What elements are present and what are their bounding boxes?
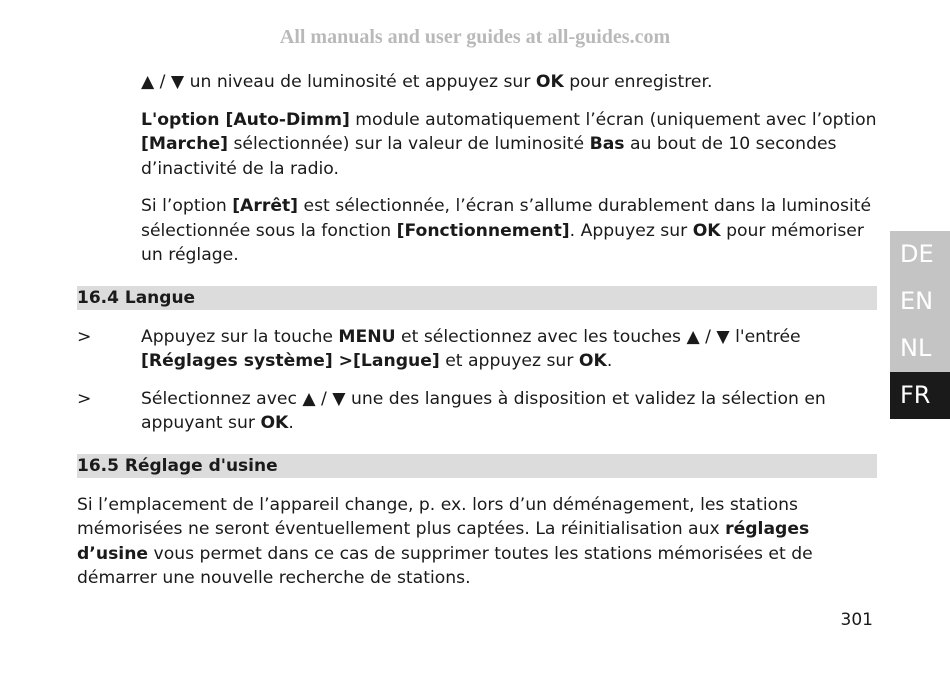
marche-option: [Marche] (141, 134, 228, 154)
text: ▲ / ▼ un niveau de luminosité et appuyez sur (141, 72, 536, 92)
section-heading-langue: 16.4 Langue (77, 286, 877, 310)
watermark: All manuals and user guides at all-guides.com (279, 26, 671, 48)
text: vous permet dans ce cas de supprimer toutes les stations mémorisées et de démarrer une nouvelle recherche de stations. (77, 543, 813, 588)
arret-option: [Arrêt] (232, 196, 299, 216)
paragraph-arret (141, 194, 877, 268)
language-tab-en[interactable]: EN (890, 278, 950, 325)
text: module automatiquement l’écran (uniquement avec l’option (349, 109, 877, 130)
text: est sélectionnée, l’écran s’allume durablement dans la luminosité sélectionnée sous la fonction (141, 196, 872, 241)
text: et sélectionnez avec les touches ▲ / ▼ l'entrée (395, 326, 801, 347)
section-heading-reglage-usine: 16.5 Réglage d'usine (77, 454, 877, 478)
language-tab-de[interactable]: DE (890, 231, 950, 278)
paragraph-brightness-save (141, 70, 877, 95)
auto-dimm-option: L'option [Auto-Dimm] (141, 109, 350, 130)
text: pour enregistrer. (563, 72, 713, 92)
text: Si l’option (141, 196, 233, 216)
bullet-langue-step-2 (77, 387, 877, 436)
ok-key: OK (260, 413, 289, 433)
text: sélectionnée) sur la valeur de luminosité (227, 134, 590, 154)
manual-page-content (77, 70, 877, 604)
text: . Appuyez sur (569, 220, 693, 241)
text: au bout de 10 secondes d’inactivité de la radio. (141, 134, 837, 179)
menu-path: [Réglages système] >[Langue] (141, 351, 440, 371)
text: Si l’emplacement de l’appareil change, p. ex. lors d’un déménagement, les stations mémorisées ne seront éventuellement plus captées. La réinitialisation aux (77, 494, 798, 539)
text: Appuyez sur la touche (141, 326, 339, 347)
page-number: 301 (840, 610, 873, 630)
text: Sélectionnez avec ▲ / ▼ une des langues à disposition et validez la sélection en appuyant sur (141, 388, 826, 433)
menu-key: MENU (338, 326, 396, 347)
language-tab-fr[interactable]: FR (890, 372, 950, 419)
text: . (288, 413, 294, 433)
paragraph-factory-reset (77, 493, 877, 591)
ok-key: OK (692, 220, 721, 241)
factory-settings: réglages d’usine (77, 519, 810, 564)
language-tabs (890, 231, 950, 419)
bullet-marker: > (77, 388, 92, 409)
ok-key: OK (535, 72, 564, 92)
text: et appuyez sur (439, 351, 579, 371)
ok-key: OK (578, 351, 607, 371)
fonctionnement-option: [Fonctionnement] (396, 220, 570, 241)
bullet-langue-step-1 (77, 325, 877, 374)
paragraph-auto-dimm (141, 108, 877, 182)
bas-value: Bas (589, 134, 625, 154)
text: . (606, 351, 613, 371)
bullet-marker: > (77, 326, 92, 347)
language-tab-nl[interactable]: NL (890, 325, 950, 372)
text: pour mémoriser un réglage. (141, 220, 864, 265)
